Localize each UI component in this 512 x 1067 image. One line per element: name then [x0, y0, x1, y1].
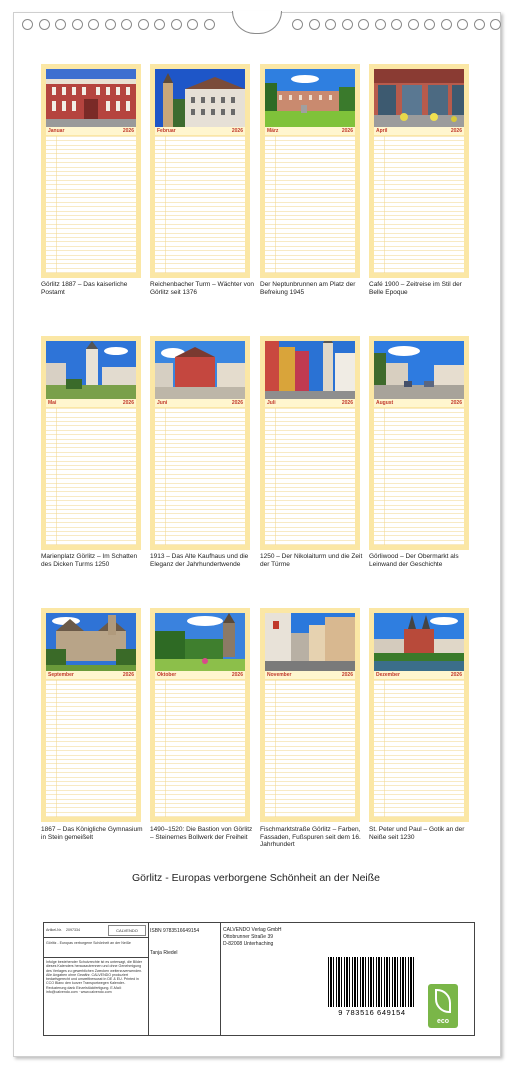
month-name: März — [267, 128, 279, 134]
binding-hole — [138, 19, 149, 30]
month-photo — [374, 69, 464, 127]
month-card — [260, 336, 360, 550]
month-header — [265, 671, 355, 679]
isbn: ISBN 9783516649154 — [150, 928, 200, 934]
article-number: 2097334 — [66, 928, 80, 932]
month-year: 2026 — [450, 400, 462, 406]
month-photo — [265, 613, 355, 671]
binding-hole — [22, 19, 33, 30]
month-card — [150, 64, 250, 278]
binding-hole — [391, 19, 402, 30]
month-card — [41, 64, 141, 278]
month-card — [41, 336, 141, 550]
eco-badge — [428, 984, 458, 1028]
month-card — [260, 608, 360, 822]
month-photo — [155, 69, 245, 127]
month-caption: Görliwood – Der Obermarkt als Leinwand der Geschichte — [369, 553, 459, 568]
month-caption: Görlitz 1887 – Das kaiserliche Postamt — [41, 281, 128, 296]
day-grid — [155, 680, 245, 817]
month-header — [46, 127, 136, 135]
binding-hole — [88, 19, 99, 30]
month-year: 2026 — [122, 400, 134, 406]
day-grid — [155, 136, 245, 273]
calvendo-logo: CALVENDO — [108, 925, 146, 936]
binding-hole — [408, 19, 419, 30]
month-header — [265, 399, 355, 407]
barcode-bars — [328, 957, 416, 1007]
binding-hole — [457, 19, 468, 30]
day-grid — [46, 408, 136, 545]
month-photo — [265, 341, 355, 399]
month-photo — [155, 341, 245, 399]
binding-hole — [309, 19, 320, 30]
month-caption: Reichenbacher Turm – Wächter von Görlitz seit 1376 — [150, 281, 255, 296]
month-photo — [374, 613, 464, 671]
binding-hole — [55, 19, 66, 30]
publisher-city: D-82008 Unterhaching — [223, 941, 274, 947]
day-grid — [265, 408, 355, 545]
binding-hole — [424, 19, 435, 30]
binding-hole — [342, 19, 353, 30]
binding-hole — [325, 19, 336, 30]
month-header — [374, 671, 464, 679]
month-card — [369, 336, 469, 550]
month-card — [260, 64, 360, 278]
product-title: Görlitz - Europas verborgene Schönheit an der Neiße — [46, 941, 131, 945]
month-year: 2026 — [231, 128, 243, 134]
month-photo — [46, 341, 136, 399]
day-grid — [374, 680, 464, 817]
binding-hole — [171, 19, 182, 30]
binding-hole — [441, 19, 452, 30]
month-name: August — [376, 400, 394, 406]
month-year: 2026 — [231, 400, 243, 406]
month-year: 2026 — [341, 672, 353, 678]
binding-hole — [105, 19, 116, 30]
month-caption: 1250 – Der Nikolaiturm und die Zeit der Türme — [260, 553, 363, 568]
eco-label: eco — [436, 1018, 450, 1025]
month-photo — [46, 69, 136, 127]
month-card — [150, 608, 250, 822]
leaf-icon — [435, 989, 451, 1013]
month-year: 2026 — [122, 128, 134, 134]
month-caption: St. Peter und Paul – Gotik an der Neiße seit 1230 — [369, 826, 465, 841]
day-grid — [46, 136, 136, 273]
month-caption: Café 1900 – Zeitreise im Stil der Belle Epoque — [369, 281, 462, 296]
month-name: April — [376, 128, 388, 134]
calendar-title: Görlitz - Europas verborgene Schönheit an der Neiße — [131, 872, 381, 884]
month-header — [374, 127, 464, 135]
imprint-middle-cell — [148, 923, 221, 1035]
publisher-street: Ottobrunner Straße 39 — [223, 934, 274, 940]
day-grid — [265, 136, 355, 273]
month-year: 2026 — [341, 128, 353, 134]
day-grid — [155, 408, 245, 545]
binding-hole — [358, 19, 369, 30]
month-caption: Fischmarktstraße Görlitz – Farben, Fassaden, Fußspuren seit dem 16. Jahrhundert — [260, 826, 361, 849]
month-year: 2026 — [341, 400, 353, 406]
binding-hole — [72, 19, 83, 30]
month-header — [155, 127, 245, 135]
month-name: Februar — [157, 128, 176, 134]
month-name: September — [48, 672, 74, 678]
binding-hole — [154, 19, 165, 30]
month-card — [369, 64, 469, 278]
day-grid — [374, 408, 464, 545]
month-photo — [46, 613, 136, 671]
legal-text: Infolge bestehender Schutzrechte ist es untersagt, die Bilder dieses Kalenders herauszutrennen und ohne Genehmigung des Verlages zu gewerblichen Zwecken weiterzuverwenden. Alle Angaben ohne Gewähr. CALVENDO produziert bedarfsgerecht und umweltbewusst in DE & EU. Printed in CCO Blanc den kurzer Transportwegen Kalender-Reduzierung dank Einzelstückfertigung. E-Mail: info@calvendo.com · www.calvendo.com — [46, 960, 143, 995]
month-header — [46, 399, 136, 407]
month-header — [46, 671, 136, 679]
divider — [44, 937, 148, 938]
day-grid — [374, 136, 464, 273]
month-card — [41, 608, 141, 822]
day-grid — [46, 680, 136, 817]
month-caption: Marienplatz Görlitz – Im Schatten des Dicken Turms 1250 — [41, 553, 138, 568]
month-name: Mai — [48, 400, 57, 406]
month-photo — [265, 69, 355, 127]
month-name: Juni — [157, 400, 168, 406]
binding-hole — [121, 19, 132, 30]
publisher-name: CALVENDO Verlag GmbH — [223, 927, 282, 933]
month-card — [150, 336, 250, 550]
month-card — [369, 608, 469, 822]
month-header — [265, 127, 355, 135]
barcode — [326, 955, 418, 1020]
month-header — [374, 399, 464, 407]
binding-hole — [474, 19, 485, 30]
month-name: Juli — [267, 400, 276, 406]
month-year: 2026 — [450, 128, 462, 134]
binding-hole — [490, 19, 501, 30]
binding-hole — [204, 19, 215, 30]
month-name: November — [267, 672, 292, 678]
divider — [44, 957, 148, 958]
month-caption: Der Neptunbrunnen am Platz der Befreiung 1945 — [260, 281, 356, 296]
month-header — [155, 399, 245, 407]
binding-hole — [39, 19, 50, 30]
month-caption: 1913 – Das Alte Kaufhaus und die Eleganz der Jahrhundertwende — [150, 553, 249, 568]
article-label: Artikel-Nr. — [46, 928, 62, 932]
author: Tanja Riedel — [150, 950, 178, 956]
binding-hole — [187, 19, 198, 30]
month-caption: 1490–1520: Die Bastion von Görlitz – Steinernes Bollwerk der Freiheit — [150, 826, 253, 841]
day-grid — [265, 680, 355, 817]
binding-hole — [375, 19, 386, 30]
barcode-number: 9 783516 649154 — [338, 1008, 406, 1017]
month-caption: 1867 – Das Königliche Gymnasium in Stein gemeißelt — [41, 826, 143, 841]
month-photo — [374, 341, 464, 399]
month-year: 2026 — [450, 672, 462, 678]
month-year: 2026 — [122, 672, 134, 678]
binding-hole — [292, 19, 303, 30]
month-name: Januar — [48, 128, 65, 134]
month-name: Oktober — [157, 672, 177, 678]
month-header — [155, 671, 245, 679]
month-name: Dezember — [376, 672, 400, 678]
month-year: 2026 — [231, 672, 243, 678]
month-photo — [155, 613, 245, 671]
